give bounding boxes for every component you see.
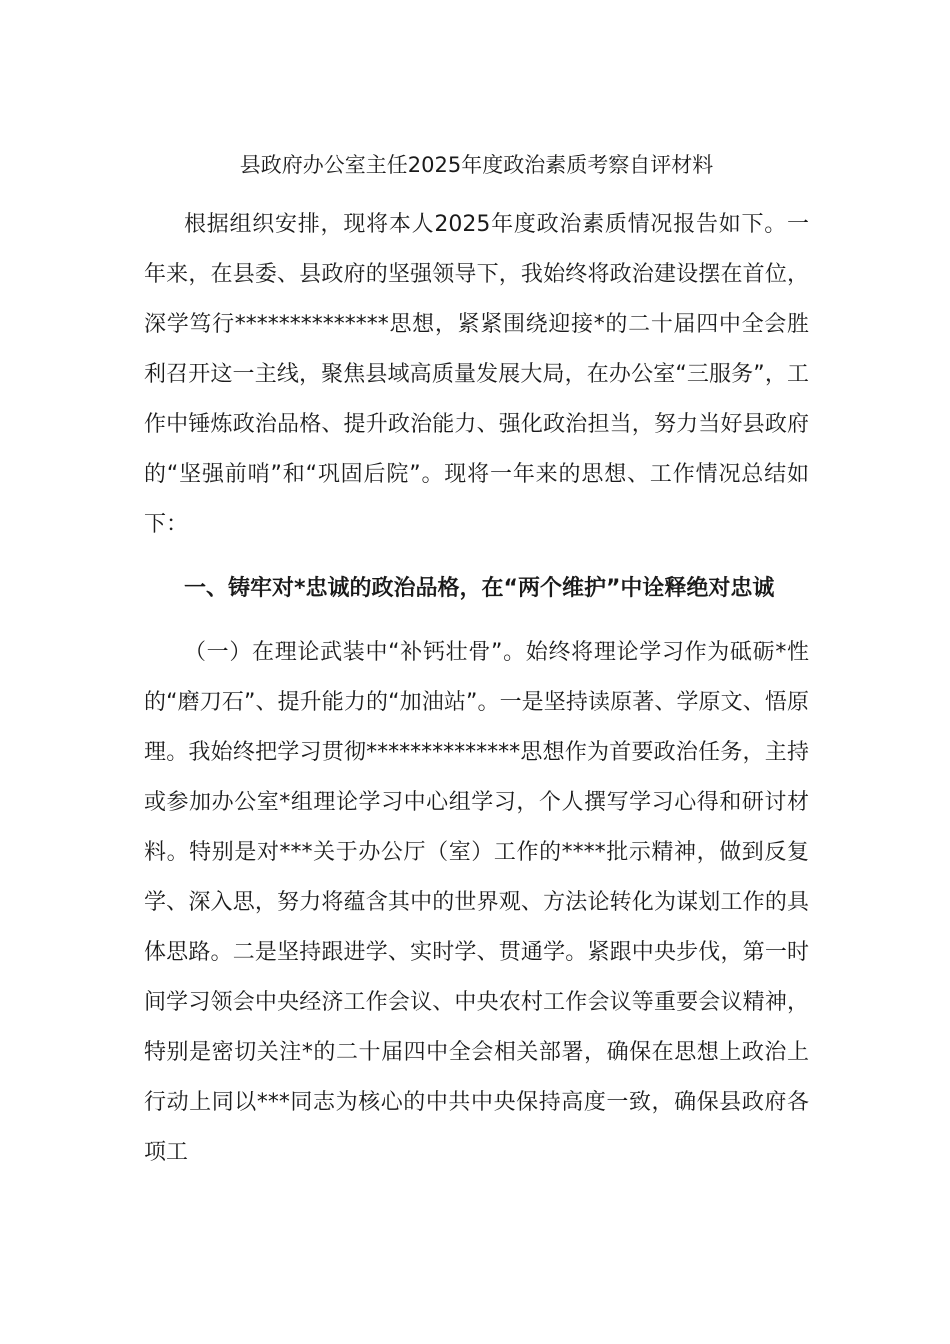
intro-paragraph: 根据组织安排，现将本人2025年度政治素质情况报告如下。一年来，在县委、县政府的坚强领导下，我始终将政治建设摆在首位，深学笃行**************思想，紧紧围绕迎接*的二十届四中全会胜利召开这一主线，聚焦县域高质量发展大局，在办公室“三服务”，工作中锤炼政治品格、提升政治能力、强化政治担当，努力当好县政府的“坚强前哨”和“巩固后院”。现将一年来的思想、工作情况总结如下： — [144, 212, 809, 537]
document-title: 县政府办公室主任2025年度政治素质考察自评材料 — [239, 153, 714, 177]
document-page — [144, 140, 809, 1178]
section-1-heading: 一、铸牢对*忠诚的政治品格，在“两个维护”中诠释绝对忠诚 — [184, 576, 775, 601]
section-1-paragraph-1: （一）在理论武装中“补钙壮骨”。始终将理论学习作为砥砺*性的“磨刀石”、提升能力的“加油站”。一是坚持读原著、学原文、悟原理。我始终把学习贯彻**************思想作为首要政治任务，主持或参加办公室*组理论学习中心组学习，个人撰写学习心得和研讨材料。特别是对***关于办公厅（室）工作的****批示精神，做到反复学、深入思，努力将蕴含其中的世界观、方法论转化为谋划工作的具体思路。二是坚持跟进学、实时学、贯通学。紧跟中央步伐，第一时间学习领会中央经济工作会议、中央农村工作会议等重要会议精神，特别是密切关注*的二十届四中全会相关部署，确保在思想上政治上行动上同以***同志为核心的中共中央保持高度一致，确保县政府各项工 — [144, 640, 809, 1165]
